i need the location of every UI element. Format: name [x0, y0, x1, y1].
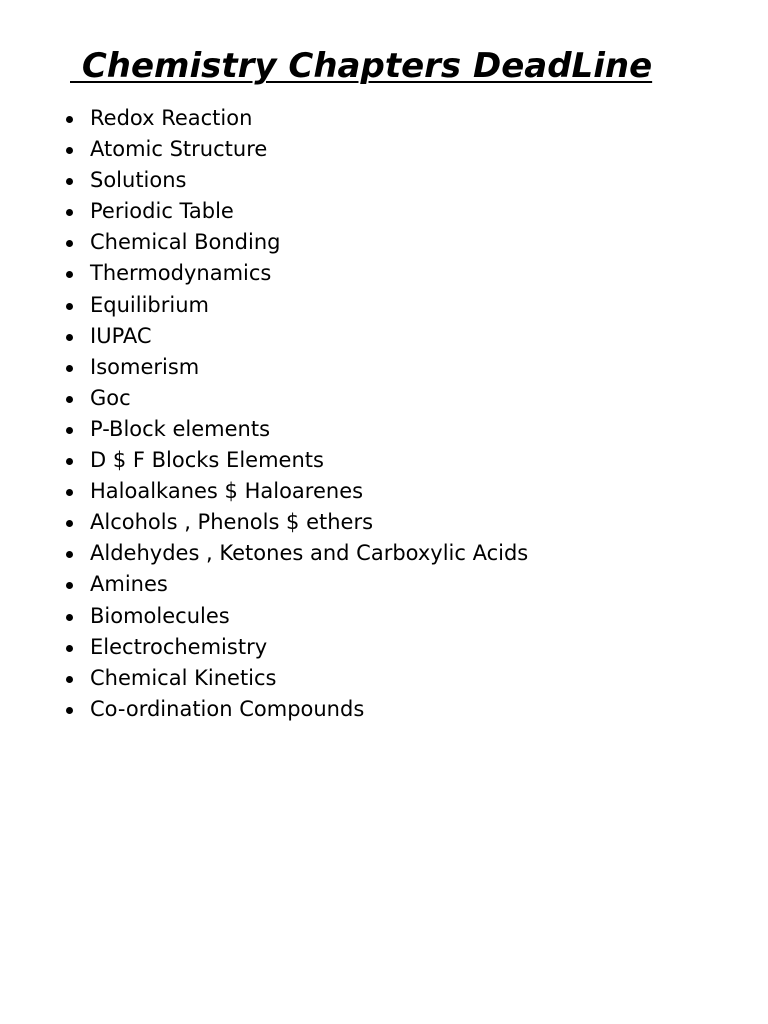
bullet-icon	[66, 303, 73, 310]
bullet-icon	[66, 614, 73, 621]
list-item	[0, 103, 528, 134]
list-item-label: Chemical Bonding	[90, 230, 281, 255]
list-item	[0, 632, 528, 663]
list-item-label: Solutions	[90, 168, 187, 193]
list-item-label: Co-ordination Compounds	[90, 696, 365, 721]
list-item-label: Haloalkanes $ Haloarenes	[90, 479, 364, 504]
bullet-icon	[66, 178, 73, 185]
list-item	[0, 694, 528, 725]
bullet-icon	[66, 676, 73, 683]
bullet-icon	[66, 427, 73, 434]
bullet-icon	[66, 707, 73, 714]
list-item-label: Equilibrium	[90, 292, 209, 317]
bullet-icon	[66, 209, 73, 216]
list-item-label: Alcohols , Phenols $ ethers	[90, 510, 374, 535]
bullet-icon	[66, 147, 73, 154]
bullet-icon	[66, 365, 73, 372]
list-item	[0, 352, 528, 383]
bullet-icon	[66, 240, 73, 247]
list-item	[0, 258, 528, 289]
list-item-label: Periodic Table	[90, 199, 234, 224]
list-item	[0, 290, 528, 321]
list-item	[0, 165, 528, 196]
list-item-label: Isomerism	[90, 354, 200, 379]
list-item	[0, 476, 528, 507]
list-item-label: IUPAC	[90, 323, 152, 348]
list-item	[0, 196, 528, 227]
list-item-label: Thermodynamics	[90, 261, 272, 286]
list-item	[0, 321, 528, 352]
bullet-icon	[66, 551, 73, 558]
list-item-label: D $ F Blocks Elements	[90, 448, 324, 473]
list-item-label: Biomolecules	[90, 603, 230, 628]
bullet-icon	[66, 458, 73, 465]
list-item	[0, 663, 528, 694]
list-item	[0, 569, 528, 600]
list-item-label: Aldehydes , Ketones and Carboxylic Acids	[90, 541, 529, 566]
bullet-icon	[66, 396, 73, 403]
bullet-icon	[66, 116, 73, 123]
list-item	[0, 538, 528, 569]
list-item	[0, 601, 528, 632]
list-item-label: Atomic Structure	[90, 137, 268, 162]
list-item	[0, 507, 528, 538]
list-item-label: Amines	[90, 572, 168, 597]
bullet-icon	[66, 520, 73, 527]
list-item-label: Chemical Kinetics	[90, 665, 277, 690]
list-item-label: Electrochemistry	[90, 634, 268, 659]
list-item	[0, 383, 528, 414]
bullet-icon	[66, 489, 73, 496]
page-title: Chemistry Chapters DeadLine	[70, 46, 653, 86]
list-item	[0, 445, 528, 476]
list-item	[0, 134, 528, 165]
bullet-icon	[66, 582, 73, 589]
bullet-icon	[66, 645, 73, 652]
list-item-label: Goc	[90, 385, 131, 410]
bullet-icon	[66, 271, 73, 278]
chapter-list	[0, 103, 528, 725]
list-item-label: Redox Reaction	[90, 106, 253, 130]
list-item	[0, 414, 528, 445]
list-item-label: P-Block elements	[90, 416, 271, 441]
list-item	[0, 227, 528, 258]
bullet-icon	[66, 334, 73, 341]
